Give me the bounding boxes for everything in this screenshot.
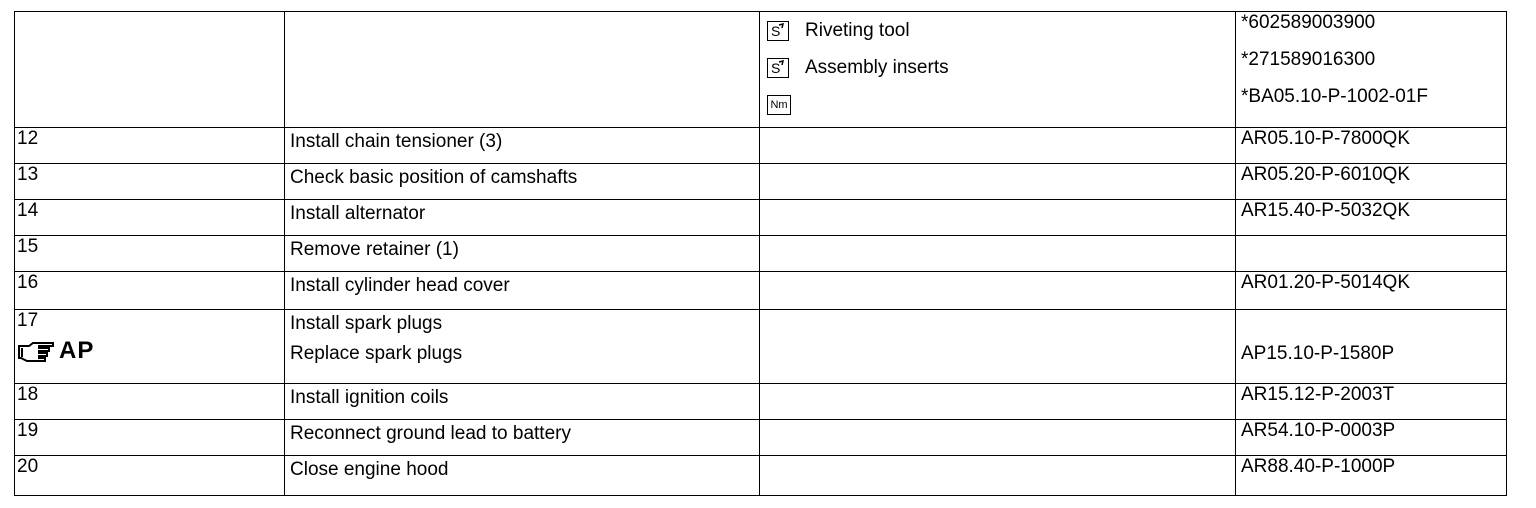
step-reference[interactable]: AR05.20-P-6010QK xyxy=(1236,164,1507,200)
tools-cell xyxy=(760,128,1236,164)
step-description: Check basic position of camshafts xyxy=(285,164,760,200)
step-description: Reconnect ground lead to battery xyxy=(285,420,760,456)
svg-text:S: S xyxy=(771,22,781,38)
table-row xyxy=(15,420,1507,456)
tool-torque xyxy=(760,86,1235,123)
tools-cell xyxy=(760,420,1236,456)
step-number: 14 xyxy=(15,200,285,236)
step-number: 12 xyxy=(15,128,285,164)
svg-text:S: S xyxy=(771,59,781,75)
step-number: 15 xyxy=(15,236,285,272)
step-description: Install ignition coils xyxy=(285,384,760,420)
tool-riveting xyxy=(760,12,1235,49)
torque-nm-icon: Nm xyxy=(767,95,791,115)
work-steps-table xyxy=(14,11,1507,496)
step-description: Install spark plugs xyxy=(290,313,443,334)
table-row xyxy=(15,12,1507,128)
step-reference[interactable]: AP15.10-P-1580P xyxy=(1241,343,1395,364)
step-number-cell xyxy=(15,310,285,384)
tool-reference[interactable]: *BA05.10-P-1002-01F xyxy=(1241,86,1428,107)
step-description-secondary: Replace spark plugs xyxy=(290,343,463,364)
tools-cell xyxy=(760,164,1236,200)
tools-cell xyxy=(760,384,1236,420)
table-row xyxy=(15,384,1507,420)
step-description: Close engine hood xyxy=(285,456,760,496)
table-row xyxy=(15,456,1507,496)
tool-label: Riveting tool xyxy=(805,19,910,41)
step-number: 19 xyxy=(15,420,285,456)
step-number: 13 xyxy=(15,164,285,200)
tool-reference[interactable]: *271589016300 xyxy=(1241,49,1376,70)
special-tool-icon xyxy=(767,58,789,78)
table-row xyxy=(15,236,1507,272)
table-row xyxy=(15,200,1507,236)
step-reference-cell xyxy=(1236,310,1507,384)
step-number: 17 xyxy=(17,310,39,331)
step-reference[interactable]: AR15.40-P-5032QK xyxy=(1236,200,1507,236)
tools-cell xyxy=(760,200,1236,236)
table-row xyxy=(15,310,1507,384)
tools-cell xyxy=(760,310,1236,384)
step-description-cell xyxy=(285,310,760,384)
table-row xyxy=(15,272,1507,310)
step-description-cell xyxy=(285,12,760,128)
pointing-hand-icon xyxy=(17,338,57,364)
tool-assembly-inserts xyxy=(760,49,1235,86)
step-number: 20 xyxy=(15,456,285,496)
reference-cell xyxy=(1236,12,1507,128)
step-number: 16 xyxy=(15,272,285,310)
step-description: Install cylinder head cover xyxy=(285,272,760,310)
table-row xyxy=(15,128,1507,164)
step-reference[interactable]: AR05.10-P-7800QK xyxy=(1236,128,1507,164)
step-reference[interactable]: AR54.10-P-0003P xyxy=(1236,420,1507,456)
tool-reference[interactable]: *602589003900 xyxy=(1241,12,1376,33)
tools-cell xyxy=(760,272,1236,310)
step-reference[interactable]: AR15.12-P-2003T xyxy=(1236,384,1507,420)
step-description: Remove retainer (1) xyxy=(285,236,760,272)
ap-marker xyxy=(17,338,284,364)
step-description: Install chain tensioner (3) xyxy=(285,128,760,164)
step-number: 18 xyxy=(15,384,285,420)
special-tool-icon xyxy=(767,21,789,41)
step-reference[interactable]: AR88.40-P-1000P xyxy=(1236,456,1507,496)
tool-label: Assembly inserts xyxy=(805,56,949,78)
step-number-cell xyxy=(15,12,285,128)
tools-cell xyxy=(760,236,1236,272)
tools-cell xyxy=(760,12,1236,128)
tools-cell xyxy=(760,456,1236,496)
ap-label: AP xyxy=(59,337,95,364)
table-row xyxy=(15,164,1507,200)
step-description: Install alternator xyxy=(285,200,760,236)
step-reference[interactable] xyxy=(1236,236,1507,272)
step-reference[interactable]: AR01.20-P-5014QK xyxy=(1236,272,1507,310)
